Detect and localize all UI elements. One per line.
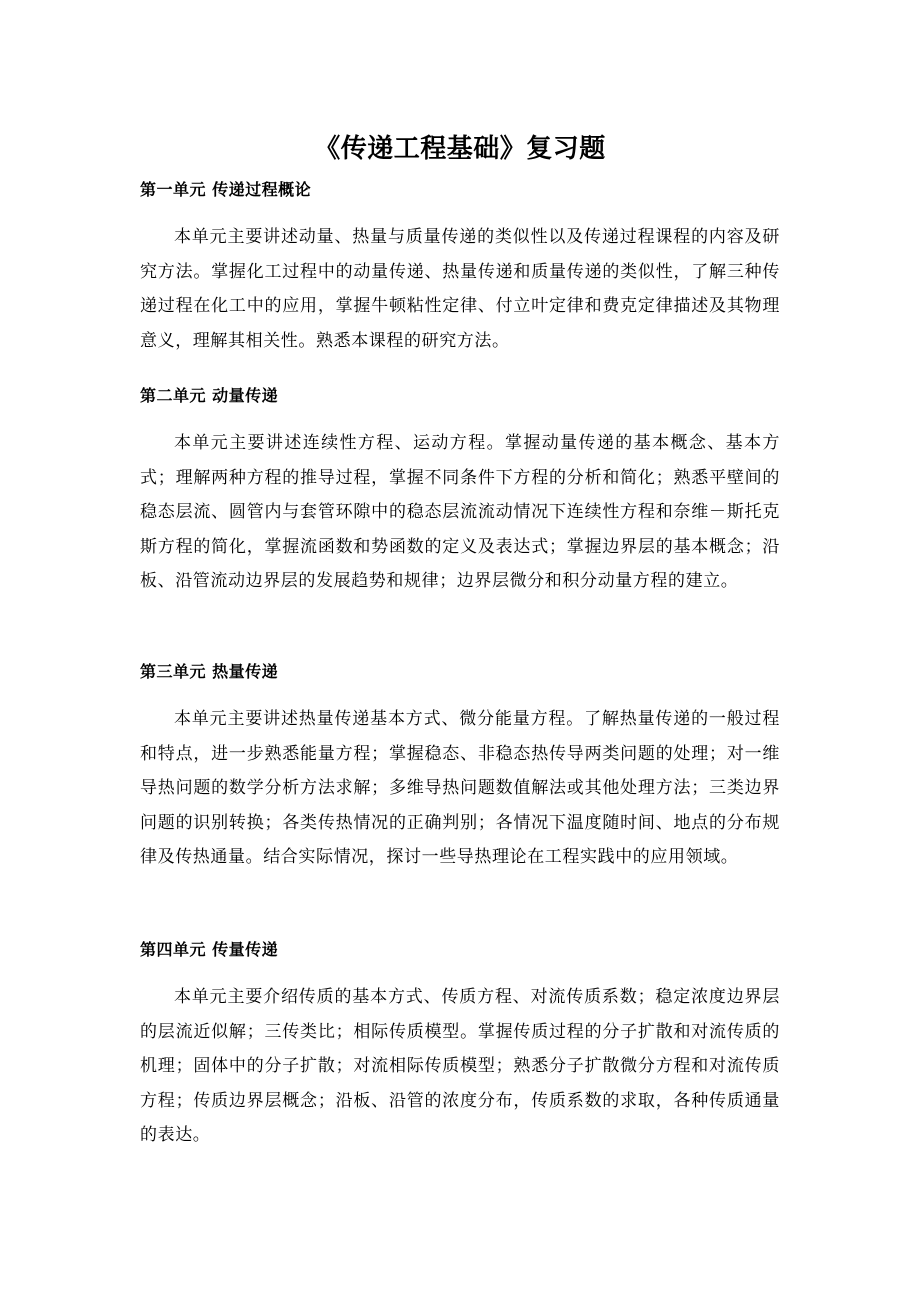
section-heading: 第四单元 传量传递 bbox=[140, 940, 279, 959]
section-body: 本单元主要讲述连续性方程、运动方程。掌握动量传递的基本概念、基本方式；理解两种方程的推导过程，掌握不同条件下方程的分析和简化；熟悉平壁间的稳态层流、圆管内与套管环隙中的稳态层流流动情况下连续性方程和奈维－斯托克斯方程的简化，掌握流函数和势函数的定义及表达式；掌握边界层的基本概念；沿板、沿管流动边界层的发展趋势和规律；边界层微分和积分动量方程的建立。 bbox=[140, 433, 780, 591]
section-unit-2 bbox=[140, 384, 780, 599]
section-unit-3 bbox=[140, 660, 780, 875]
section-heading: 第二单元 动量传递 bbox=[140, 386, 279, 405]
section-body: 本单元主要讲述动量、热量与质量传递的类似性以及传递过程课程的内容及研究方法。掌握化工过程中的动量传递、热量传递和质量传递的类似性，了解三种传递过程在化工中的应用，掌握牛顿粘性定律、付立叶定律和费克定律描述及其物理意义，理解其相关性。熟悉本课程的研究方法。 bbox=[140, 227, 780, 351]
section-body: 本单元主要讲述热量传递基本方式、微分能量方程。了解热量传递的一般过程和特点，进一步熟悉能量方程；掌握稳态、非稳态热传导两类问题的处理；对一维导热问题的数学分析方法求解；多维导热问题数值解法或其他处理方法；三类边界问题的识别转换；各类传热情况的正确判别；各情况下温度随时间、地点的分布规律及传热通量。结合实际情况，探讨一些导热理论在工程实践中的应用领域。 bbox=[140, 709, 780, 867]
section-heading: 第三单元 热量传递 bbox=[140, 662, 279, 681]
section-body: 本单元主要介绍传质的基本方式、传质方程、对流传质系数；稳定浓度边界层的层流近似解；三传类比；相际传质模型。掌握传质过程的分子扩散和对流传质的机理；固体中的分子扩散；对流相际传质模型；熟悉分子扩散微分方程和对流传质方程；传质边界层概念；沿板、沿管的浓度分布，传质系数的求取，各种传质通量的表达。 bbox=[140, 987, 780, 1145]
section-unit-1 bbox=[140, 178, 780, 358]
section-unit-4 bbox=[140, 938, 780, 1153]
document-title: 《传递工程基础》复习题 bbox=[314, 134, 606, 165]
section-heading: 第一单元 传递过程概论 bbox=[140, 180, 312, 199]
